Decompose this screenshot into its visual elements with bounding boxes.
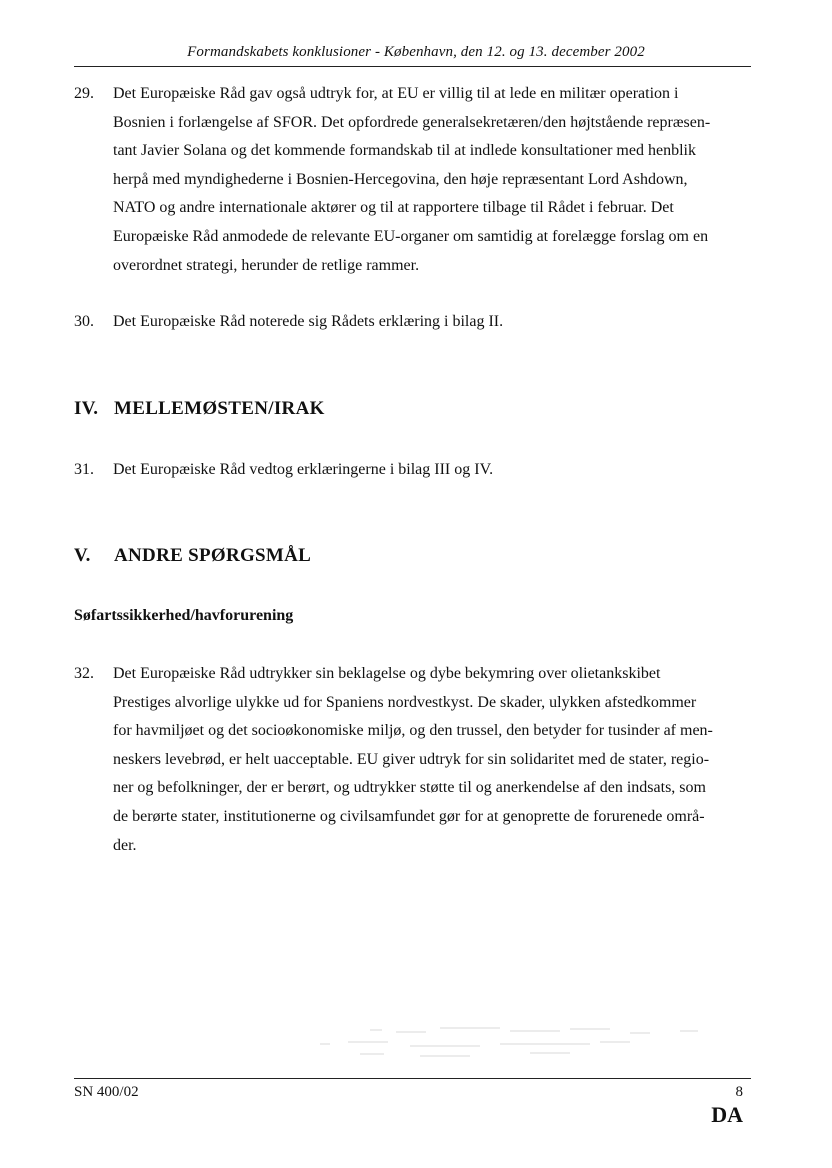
running-header: Formandskabets konklusioner - København, den 12. og 13. december 2002	[187, 44, 645, 60]
paragraph-line: for havmiljøet og det socioøkonomiske miljø, og den trussel, den betyder for tusinder af men-	[113, 722, 713, 740]
section-heading-v	[74, 545, 311, 567]
paragraph-32	[74, 660, 754, 860]
paragraph-line: Bosnien i forlængelse af SFOR. Det opfordrede generalsekretæren/den højtstående repræsen-	[113, 113, 711, 131]
paragraph-number: 32.	[74, 665, 94, 682]
paragraph-body	[113, 80, 754, 280]
paragraph-body	[113, 660, 754, 860]
section-title: MELLEMØSTEN/IRAK	[114, 398, 325, 419]
paragraph-line: neskers levebrød, er helt uacceptable. EU giver udtryk for sin solidaritet med de stater, regio-	[113, 750, 710, 768]
paragraph-line: de berørte stater, institutionerne og civilsamfundet gør for at genoprette de forurenede områ-	[113, 807, 705, 825]
paragraph-29	[74, 80, 754, 280]
section-heading-iv	[74, 398, 325, 420]
section-title: ANDRE SPØRGSMÅL	[114, 545, 312, 566]
section-number: IV.	[74, 398, 99, 419]
paragraph-line: ner og befolkninger, der er berørt, og udtrykker støtte til og anerkendelse af den indsats, som	[113, 779, 706, 797]
paragraph-line: der.	[113, 836, 137, 854]
scan-artifact	[300, 1022, 720, 1062]
subheading-maritime: Søfartssikkerhed/havforurening	[74, 607, 294, 624]
footer-divider	[74, 1078, 751, 1079]
paragraph-line: Det Europæiske Råd noterede sig Rådets erklæring i bilag II.	[113, 313, 504, 330]
paragraph-line: Det Europæiske Råd gav også udtryk for, at EU er villig til at lede en militær operation i	[113, 85, 679, 102]
paragraph-line: Prestiges alvorlige ulykke ud for Spaniens nordvestkyst. De skader, ulykken afstedkommer	[113, 693, 697, 711]
paragraph-line: overordnet strategi, herunder de retlige rammer.	[113, 256, 420, 274]
paragraph-number: 31.	[74, 461, 94, 478]
section-number: V.	[74, 545, 91, 566]
header-divider	[74, 66, 751, 67]
paragraph-line: Det Europæiske Råd udtrykker sin beklagelse og dybe bekymring over olietankskibet	[113, 665, 661, 682]
paragraph-body	[113, 456, 754, 485]
document-reference: SN 400/02	[74, 1084, 139, 1100]
paragraph-30	[74, 308, 754, 337]
page-number: 8	[735, 1084, 743, 1100]
paragraph-number: 30.	[74, 313, 94, 330]
paragraph-body	[113, 308, 754, 337]
language-code: DA	[711, 1102, 743, 1127]
paragraph-number: 29.	[74, 85, 94, 102]
paragraph-31	[74, 456, 754, 485]
paragraph-line: tant Javier Solana og det kommende formandskab til at indlede konsultationer med henblik	[113, 142, 696, 160]
paragraph-line: Det Europæiske Råd vedtog erklæringerne i bilag III og IV.	[113, 461, 494, 478]
paragraph-line: herpå med myndighederne i Bosnien-Hercegovina, den høje repræsentant Lord Ashdown,	[113, 170, 688, 188]
paragraph-line: NATO og andre internationale aktører og til at rapportere tilbage til Rådet i februar. Det	[113, 199, 674, 217]
paragraph-line: Europæiske Råd anmodede de relevante EU-organer om samtidig at forelægge forslag om en	[113, 227, 709, 245]
